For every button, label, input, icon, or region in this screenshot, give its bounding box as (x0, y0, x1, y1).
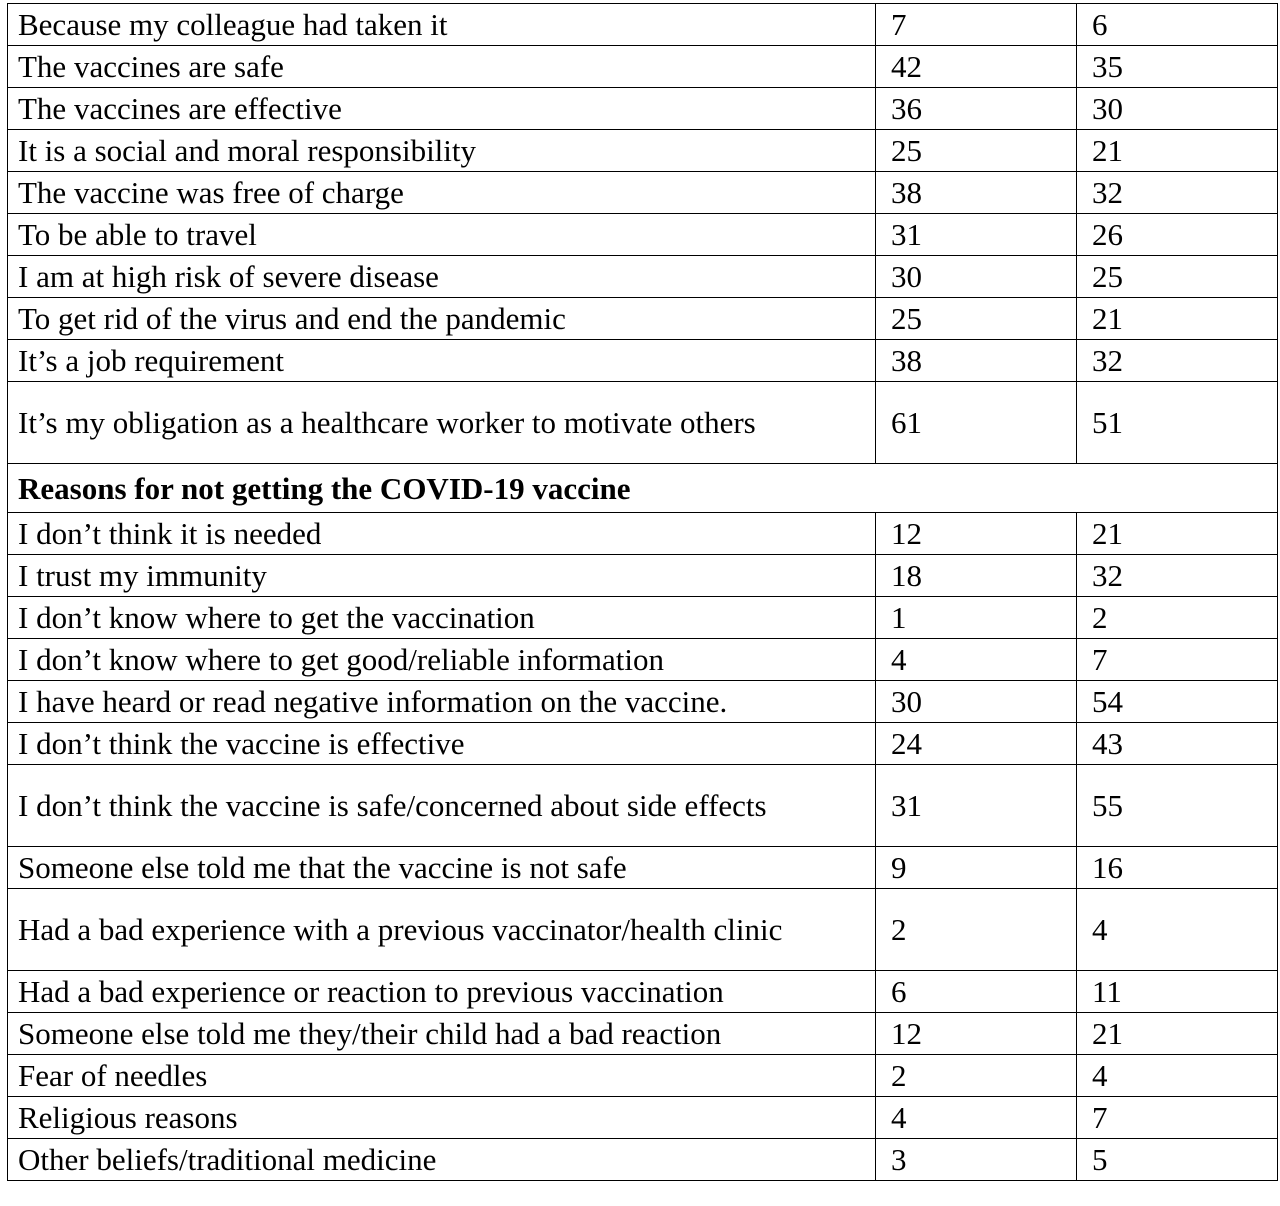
count-cell: 9 (876, 847, 1077, 889)
reason-label-cell: Had a bad experience with a previous vaccinator/health clinic (8, 889, 876, 971)
percent-cell: 32 (1077, 555, 1278, 597)
percent-cell: 6 (1077, 4, 1278, 46)
reason-label-cell: I don’t know where to get the vaccination (8, 597, 876, 639)
table-row (8, 172, 1278, 214)
table-row (8, 1097, 1278, 1139)
table-row (8, 298, 1278, 340)
count-cell: 31 (876, 214, 1077, 256)
reason-label-cell: Other beliefs/traditional medicine (8, 1139, 876, 1181)
reason-label-cell: I don’t think the vaccine is effective (8, 723, 876, 765)
percent-cell: 21 (1077, 130, 1278, 172)
reason-label-cell: I have heard or read negative information on the vaccine. (8, 681, 876, 723)
count-cell: 3 (876, 1139, 1077, 1181)
reason-label-cell: Someone else told me that the vaccine is not safe (8, 847, 876, 889)
count-cell: 18 (876, 555, 1077, 597)
reason-label-cell: To get rid of the virus and end the pandemic (8, 298, 876, 340)
section-heading: Reasons for not getting the COVID-19 vaccine (8, 464, 1278, 513)
reason-label-cell: The vaccine was free of charge (8, 172, 876, 214)
table-row (8, 214, 1278, 256)
reason-label-cell: To be able to travel (8, 214, 876, 256)
reason-label-cell: I don’t know where to get good/reliable information (8, 639, 876, 681)
percent-cell: 25 (1077, 256, 1278, 298)
percent-cell: 30 (1077, 88, 1278, 130)
reason-label-cell: It is a social and moral responsibility (8, 130, 876, 172)
table-row (8, 130, 1278, 172)
table-row (8, 46, 1278, 88)
table-row (8, 847, 1278, 889)
count-cell: 42 (876, 46, 1077, 88)
percent-cell: 16 (1077, 847, 1278, 889)
count-cell: 2 (876, 1055, 1077, 1097)
table-row (8, 971, 1278, 1013)
percent-cell: 7 (1077, 639, 1278, 681)
count-cell: 38 (876, 340, 1077, 382)
reason-label-cell: It’s a job requirement (8, 340, 876, 382)
percent-cell: 35 (1077, 46, 1278, 88)
percent-cell: 11 (1077, 971, 1278, 1013)
count-cell: 24 (876, 723, 1077, 765)
percent-cell: 51 (1077, 382, 1278, 464)
reason-label-cell: The vaccines are effective (8, 88, 876, 130)
count-cell: 12 (876, 513, 1077, 555)
reasons-table-body (8, 4, 1278, 1181)
reason-label-cell: Because my colleague had taken it (8, 4, 876, 46)
count-cell: 25 (876, 298, 1077, 340)
count-cell: 12 (876, 1013, 1077, 1055)
count-cell: 38 (876, 172, 1077, 214)
percent-cell: 26 (1077, 214, 1278, 256)
reason-label-cell: Someone else told me they/their child had a bad reaction (8, 1013, 876, 1055)
percent-cell: 21 (1077, 298, 1278, 340)
reason-label-cell: The vaccines are safe (8, 46, 876, 88)
percent-cell: 54 (1077, 681, 1278, 723)
count-cell: 30 (876, 256, 1077, 298)
count-cell: 61 (876, 382, 1077, 464)
table-row (8, 889, 1278, 971)
percent-cell: 4 (1077, 1055, 1278, 1097)
table-row (8, 1013, 1278, 1055)
percent-cell: 55 (1077, 765, 1278, 847)
count-cell: 30 (876, 681, 1077, 723)
count-cell: 4 (876, 1097, 1077, 1139)
reason-label-cell: I don’t think it is needed (8, 513, 876, 555)
table-row (8, 513, 1278, 555)
percent-cell: 2 (1077, 597, 1278, 639)
table-row (8, 4, 1278, 46)
count-cell: 25 (876, 130, 1077, 172)
table-row (8, 639, 1278, 681)
count-cell: 6 (876, 971, 1077, 1013)
percent-cell: 21 (1077, 1013, 1278, 1055)
reason-label-cell: I am at high risk of severe disease (8, 256, 876, 298)
table-row (8, 1055, 1278, 1097)
count-cell: 2 (876, 889, 1077, 971)
reason-label-cell: I trust my immunity (8, 555, 876, 597)
table-row (8, 765, 1278, 847)
reason-label-cell: Fear of needles (8, 1055, 876, 1097)
percent-cell: 32 (1077, 172, 1278, 214)
table-row (8, 723, 1278, 765)
table-row (8, 382, 1278, 464)
reason-label-cell: It’s my obligation as a healthcare worker to motivate others (8, 382, 876, 464)
count-cell: 31 (876, 765, 1077, 847)
table-row (8, 340, 1278, 382)
table-row (8, 256, 1278, 298)
reason-label-cell: Religious reasons (8, 1097, 876, 1139)
percent-cell: 32 (1077, 340, 1278, 382)
section-heading-row (8, 464, 1278, 513)
table-row (8, 597, 1278, 639)
count-cell: 4 (876, 639, 1077, 681)
table-row (8, 681, 1278, 723)
percent-cell: 21 (1077, 513, 1278, 555)
count-cell: 36 (876, 88, 1077, 130)
percent-cell: 5 (1077, 1139, 1278, 1181)
table-row (8, 555, 1278, 597)
reason-label-cell: Had a bad experience or reaction to previous vaccination (8, 971, 876, 1013)
percent-cell: 7 (1077, 1097, 1278, 1139)
reasons-table (7, 3, 1278, 1181)
table-row (8, 1139, 1278, 1181)
percent-cell: 43 (1077, 723, 1278, 765)
count-cell: 7 (876, 4, 1077, 46)
table-row (8, 88, 1278, 130)
percent-cell: 4 (1077, 889, 1278, 971)
reason-label-cell: I don’t think the vaccine is safe/concerned about side effects (8, 765, 876, 847)
count-cell: 1 (876, 597, 1077, 639)
